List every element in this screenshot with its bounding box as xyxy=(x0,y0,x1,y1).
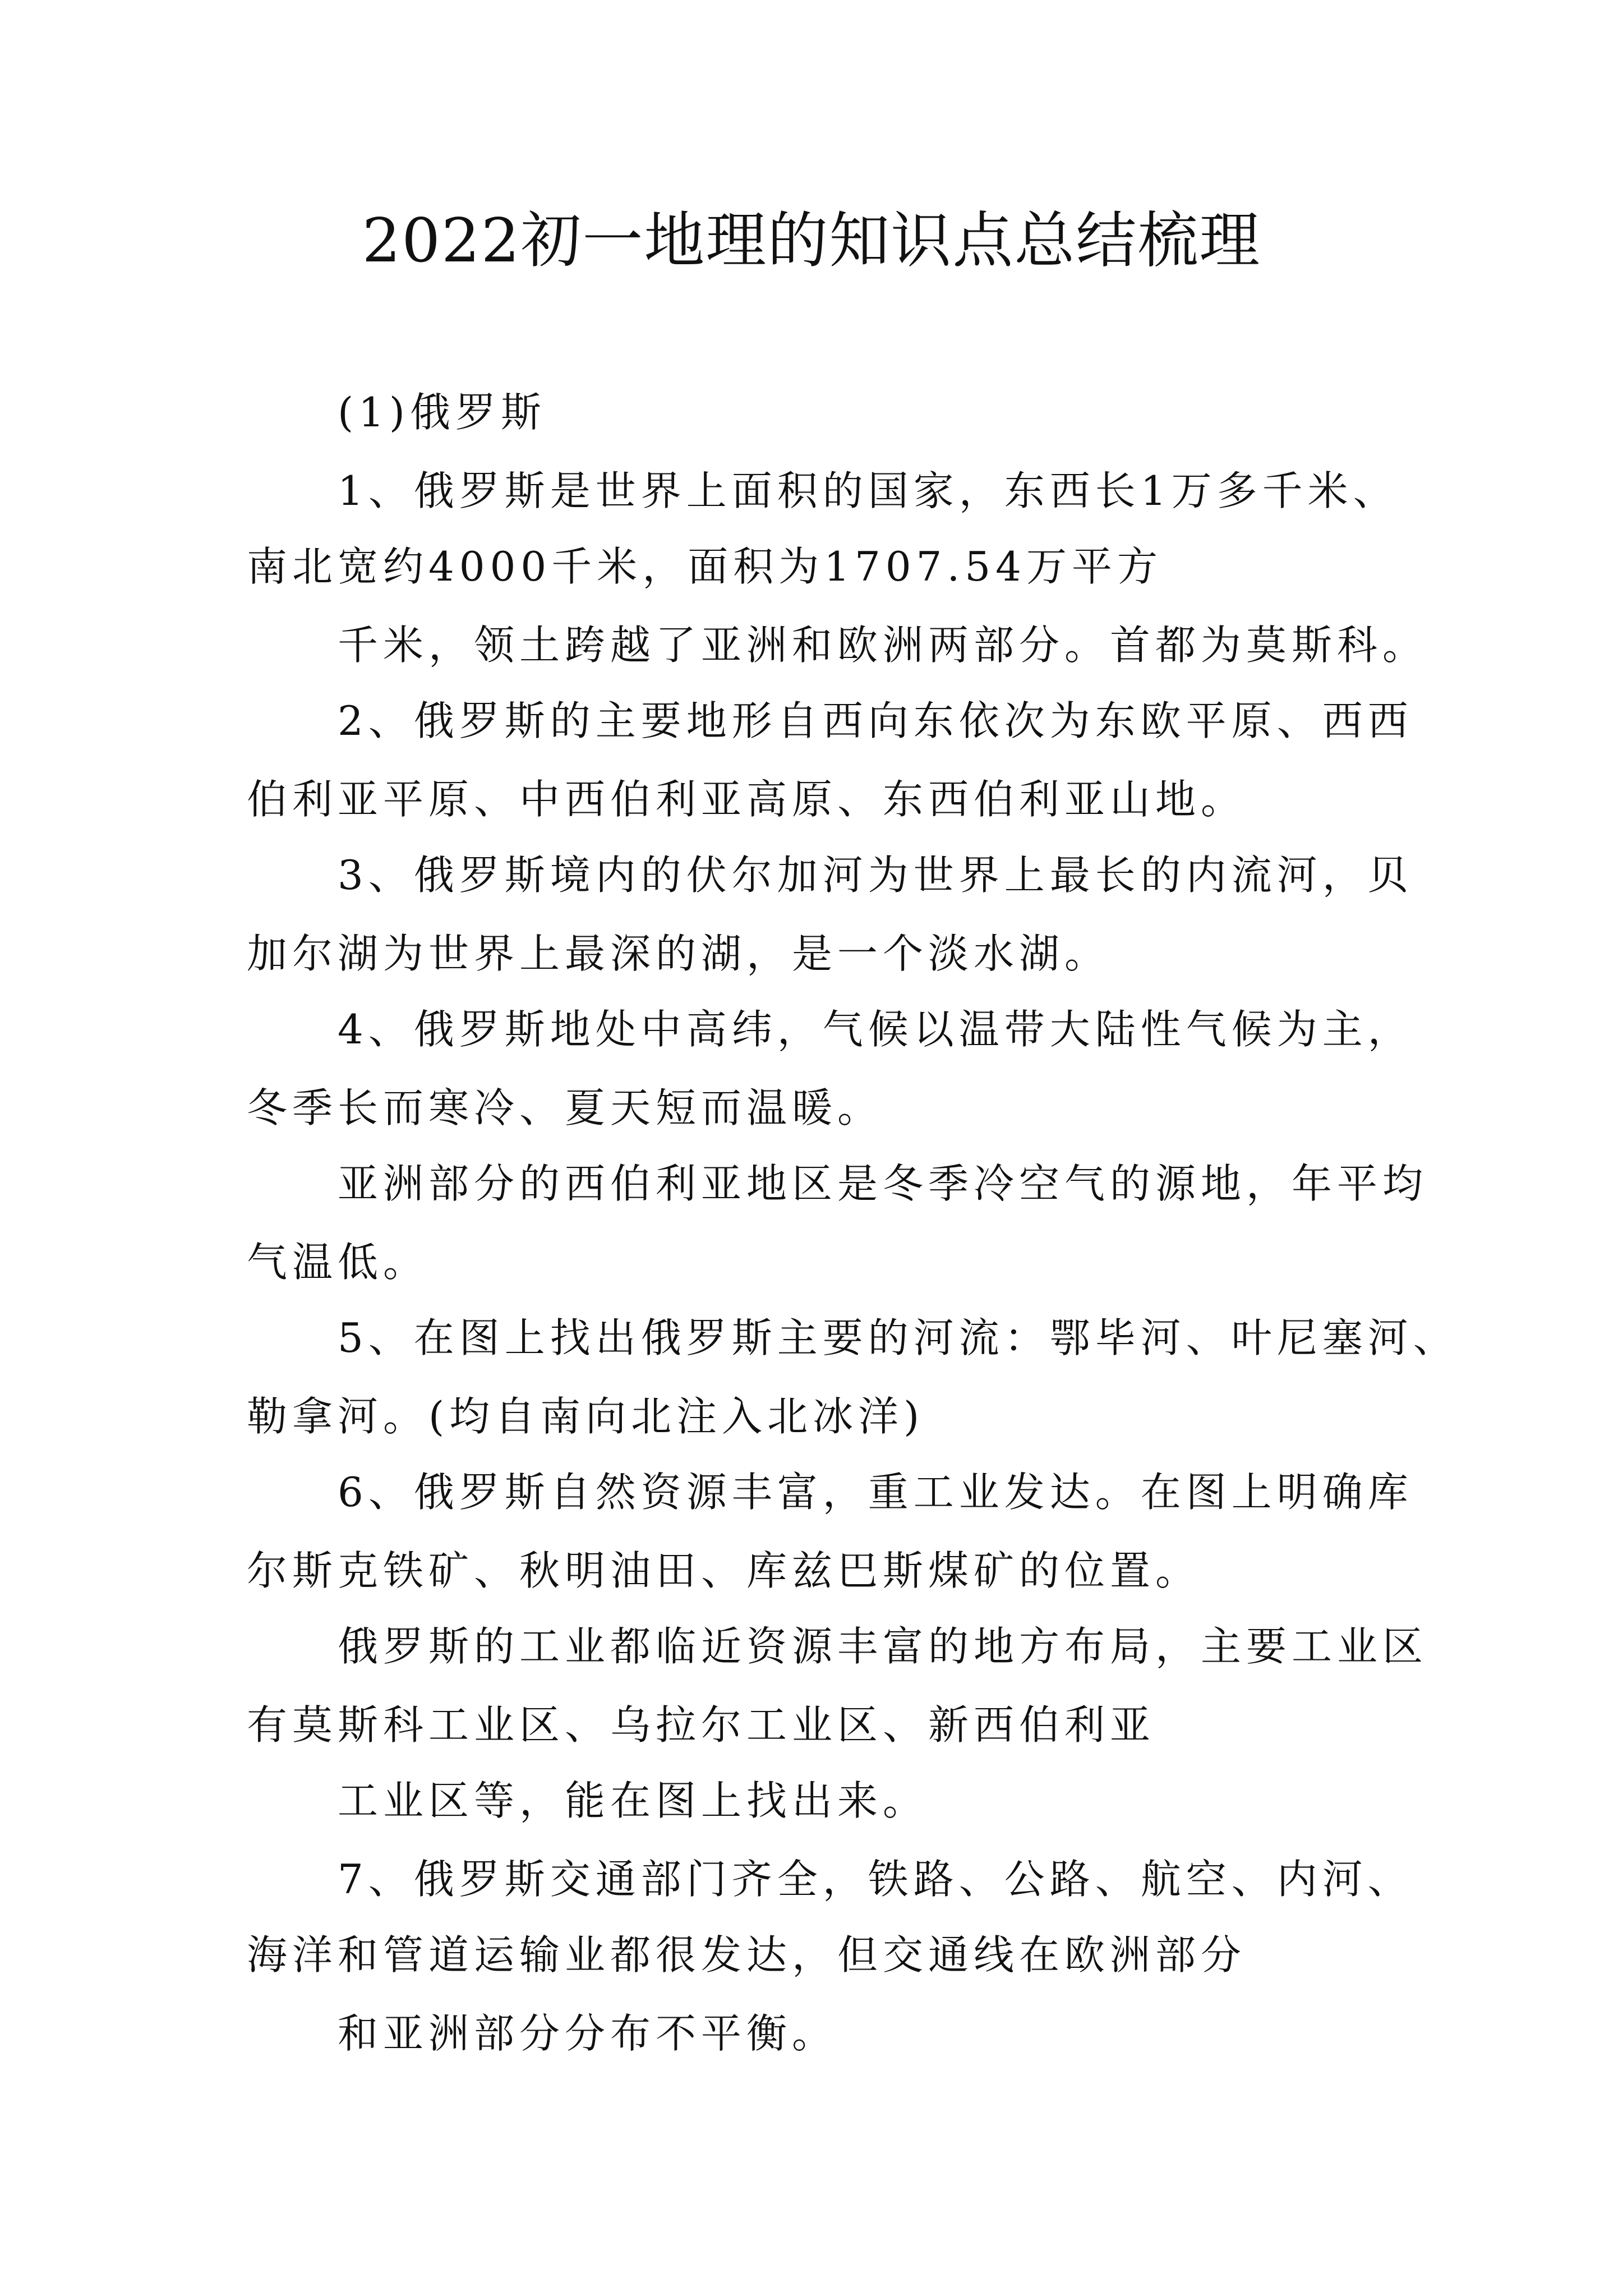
section-heading-russia: (1)俄罗斯 xyxy=(338,389,546,436)
paragraph-7-line-2: 海洋和管道运输业都很发达，但交通线在欧洲部分 xyxy=(247,1931,1247,1978)
paragraph-4-line-2: 冬季长而寒冷、夏天短而温暖。 xyxy=(247,1084,883,1131)
paragraph-4b-line-1: 亚洲部分的西伯利亚地区是冬季冷空气的源地，年平均 xyxy=(338,1160,1428,1207)
document-title: 2022初一地理的知识点总结梳理 xyxy=(362,206,1261,276)
paragraph-6-line-1: 6、俄罗斯自然资源丰富，重工业发达。在图上明确库 xyxy=(338,1469,1413,1516)
paragraph-4b-line-2: 气温低。 xyxy=(247,1239,429,1286)
paragraph-6b-line-1: 俄罗斯的工业都临近资源丰富的地方布局，主要工业区 xyxy=(338,1623,1428,1670)
paragraph-6b-line-2: 有莫斯科工业区、乌拉尔工业区、新西伯利亚 xyxy=(247,1701,1156,1749)
paragraph-2-line-2: 伯利亚平原、中西伯利亚高原、东西伯利亚山地。 xyxy=(247,776,1247,823)
paragraph-3-line-1: 3、俄罗斯境内的伏尔加河为世界上最长的内流河，贝 xyxy=(338,852,1413,899)
paragraph-7-line-3: 和亚洲部分分布不平衡。 xyxy=(338,2010,838,2057)
paragraph-6b-line-3: 工业区等，能在图上找出来。 xyxy=(338,1777,929,1824)
paragraph-1-line-1: 1、俄罗斯是世界上面积的国家，东西长1万多千米、 xyxy=(338,467,1399,514)
paragraph-1-line-2: 南北宽约4000千米，面积为1707.54万平方 xyxy=(247,543,1163,590)
paragraph-3-line-2: 加尔湖为世界上最深的湖，是一个淡水湖。 xyxy=(247,930,1110,977)
paragraph-6-line-2: 尔斯克铁矿、秋明油田、库兹巴斯煤矿的位置。 xyxy=(247,1547,1201,1594)
paragraph-7-line-1: 7、俄罗斯交通部门齐全，铁路、公路、航空、内河、 xyxy=(338,1856,1413,1903)
paragraph-4-line-1: 4、俄罗斯地处中高纬，气候以温带大陆性气候为主， xyxy=(338,1006,1413,1053)
paragraph-5-line-2: 勒拿河。(均自南向北注入北冰洋) xyxy=(247,1393,925,1440)
paragraph-5-line-1: 5、在图上找出俄罗斯主要的河流：鄂毕河、叶尼塞河、 xyxy=(338,1314,1459,1361)
paragraph-1-line-3: 千米，领土跨越了亚洲和欧洲两部分。首都为莫斯科。 xyxy=(338,622,1428,669)
paragraph-2-line-1: 2、俄罗斯的主要地形自西向东依次为东欧平原、西西 xyxy=(338,697,1413,744)
